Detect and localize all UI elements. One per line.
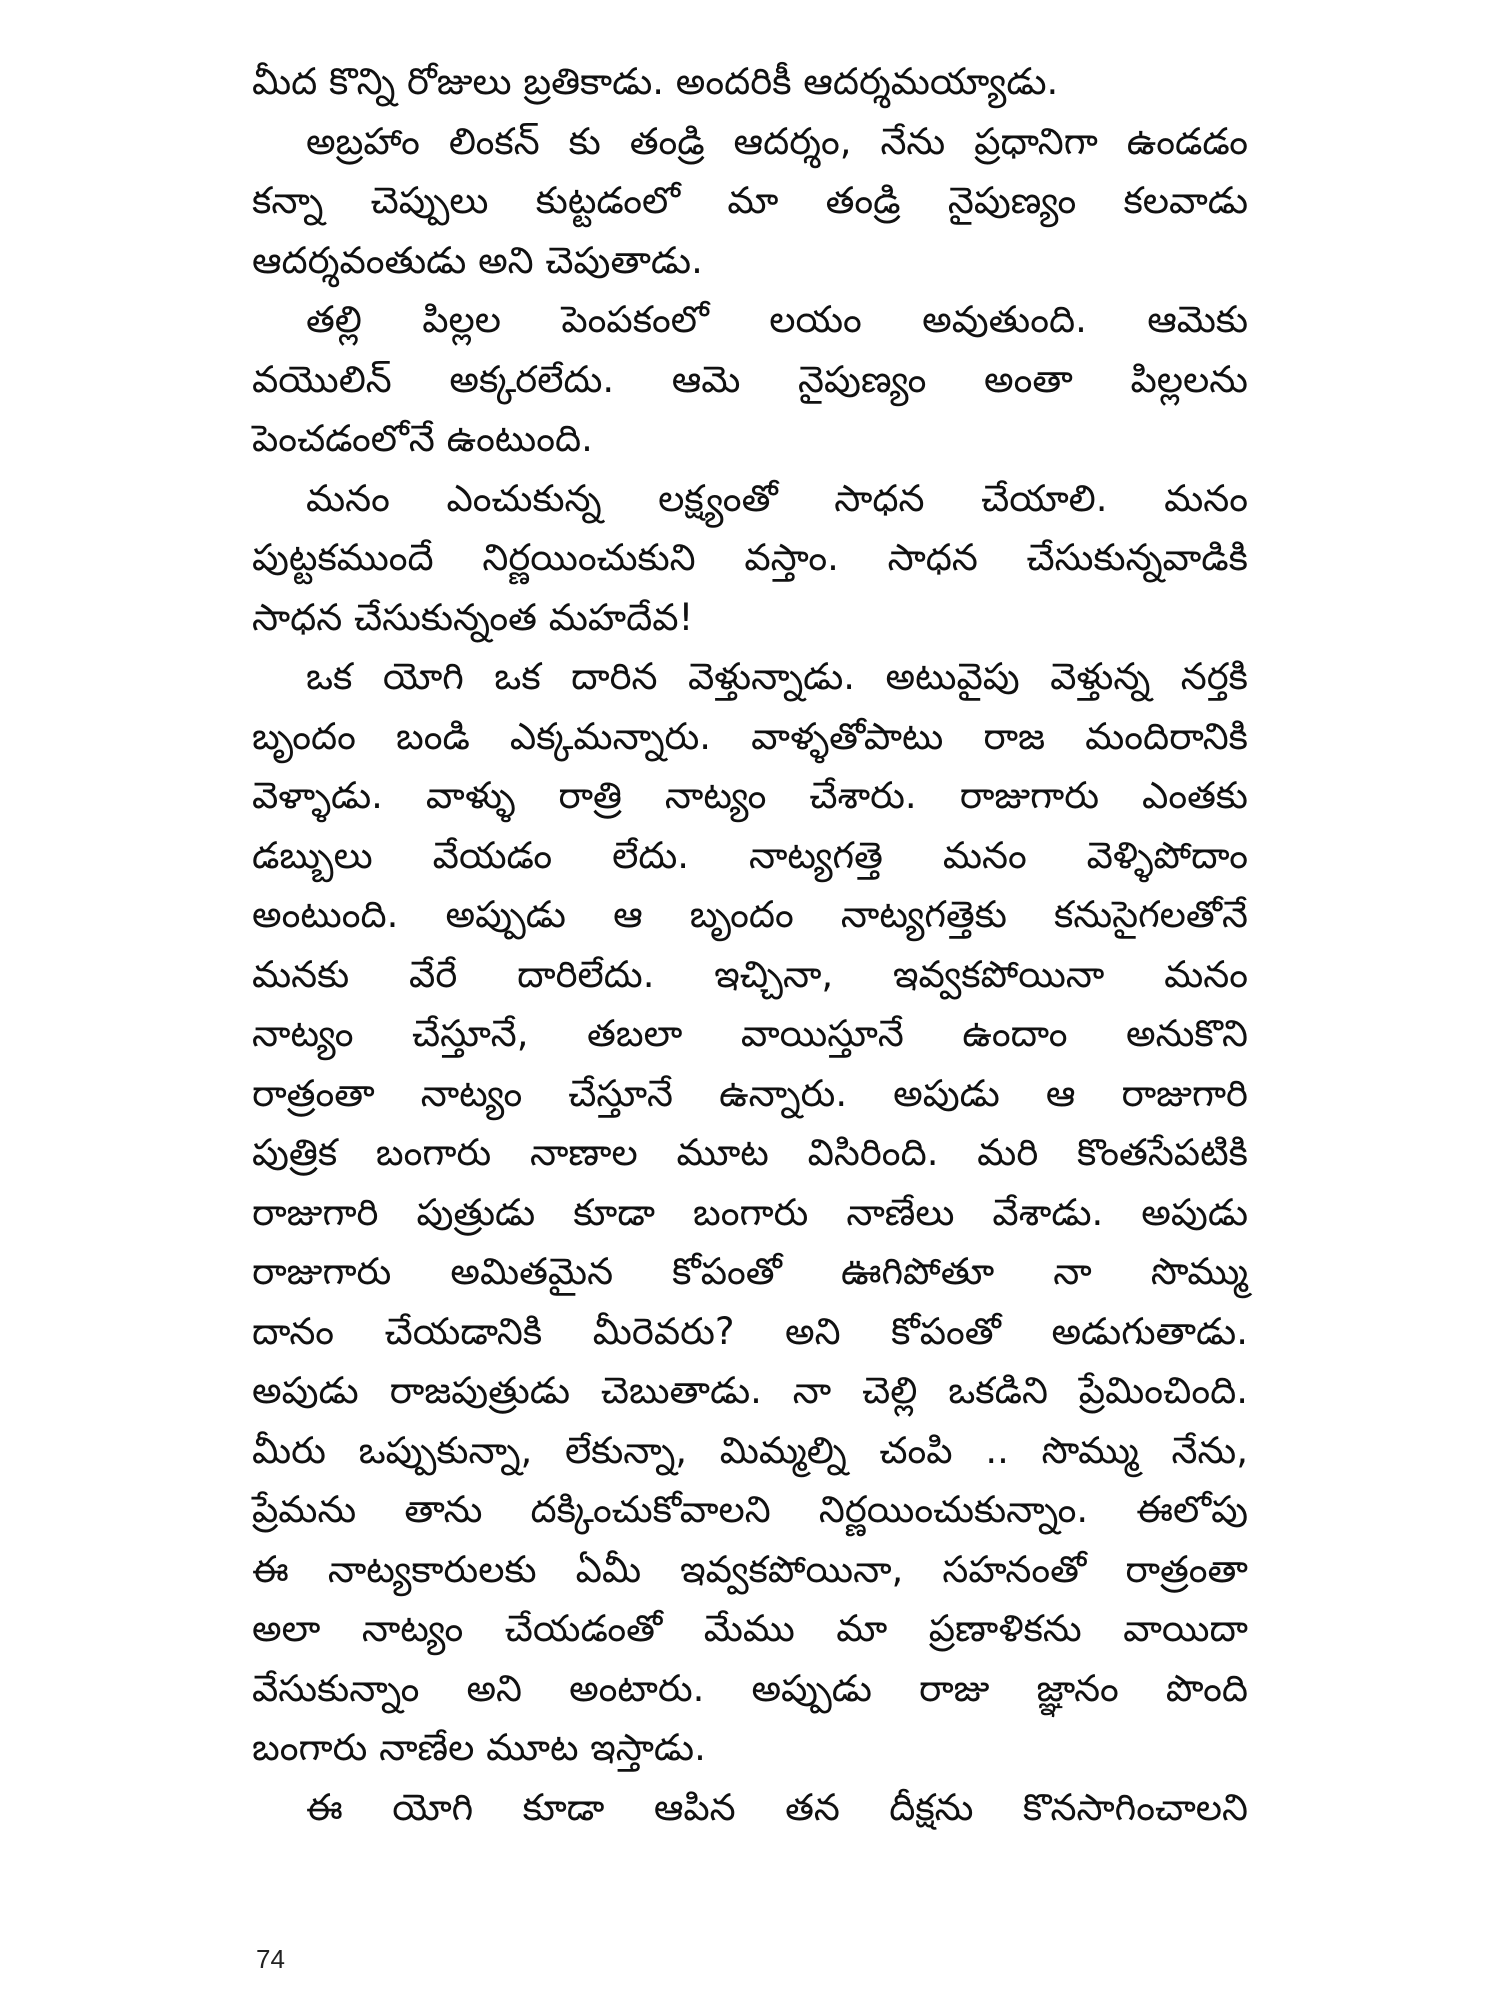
text-line: ఆదర్శవంతుడు అని చెపుతాడు. xyxy=(252,238,703,282)
text-line: ఈ నాట్యకారులకు ఏమీ ఇవ్వకపోయినా, సహనంతో రాత్రంతా xyxy=(252,1547,1248,1591)
text-line: రాత్రంతా నాట్యం చేస్తూనే ఉన్నారు. అపుడు ఆ రాజుగారి xyxy=(252,1071,1248,1115)
text-body xyxy=(252,52,1248,1837)
text-line: నాట్యం చేస్తూనే, తబలా వాయిస్తూనే ఉందాం అనుకొని xyxy=(252,1012,1248,1055)
text-line: ఒక యోగి ఒక దారిన వెళ్తున్నాడు. అటువైపు వెళ్తున్న నర్తకి xyxy=(306,655,1248,698)
text-line: అపుడు రాజపుత్రుడు చెబుతాడు. నా చెల్లి ఒకడిని ప్రేమించింది. xyxy=(252,1369,1248,1412)
text-line: కన్నా చెప్పులు కుట్టడంలో మా తండ్రి నైపుణ్యం కలవాడు xyxy=(252,179,1248,222)
text-line: మనం ఎంచుకున్న లక్ష్యంతో సాధన చేయాలి. మనం xyxy=(306,476,1248,520)
text-line: మనకు వేరే దారిలేదు. ఇచ్చినా, ఇవ్వకపోయినా మనం xyxy=(252,952,1248,996)
text-line: బృందం బండి ఎక్కమన్నారు. వాళ్ళతోపాటు రాజ మందిరానికి xyxy=(252,714,1248,758)
text-line: తల్లి పిల్లల పెంపకంలో లయం అవుతుంది. ఆమెకు xyxy=(306,298,1248,341)
text-line: రాజుగారి పుత్రుడు కూడా బంగారు నాణేలు వేశాడు. అపుడు xyxy=(252,1190,1248,1234)
text-line: వేసుకున్నాం అని అంటారు. అప్పుడు రాజు జ్ఞానం పొంది xyxy=(252,1666,1248,1710)
text-line: వయొలిన్ అక్కరలేదు. ఆమె నైపుణ్యం అంతా పిల్లలను xyxy=(252,357,1248,401)
text-line: బంగారు నాణేల మూట ఇస్తాడు. xyxy=(252,1726,706,1769)
text-line: సాధన చేసుకున్నంత మహదేవ! xyxy=(252,595,694,639)
text-line: వెళ్ళాడు. వాళ్ళు రాత్రి నాట్యం చేశారు. రాజుగారు ఎంతకు xyxy=(252,774,1248,817)
text-line: డబ్బులు వేయడం లేదు. నాట్యగత్తె మనం వెళ్ళిపోదాం xyxy=(252,833,1248,877)
text-line: పుట్టకముందే నిర్ణయించుకుని వస్తాం. సాధన చేసుకున్నవాడికి xyxy=(252,536,1248,579)
text-line: ప్రేమను తాను దక్కించుకోవాలని నిర్ణయించుకున్నాం. ఈలోపు xyxy=(252,1488,1248,1531)
page-number: 74 xyxy=(256,1944,285,1974)
text-line: ఈ యోగి కూడా ఆపిన తన దీక్షను కొనసాగించాలని xyxy=(306,1785,1248,1829)
text-line: పెంచడంలోనే ఉంటుంది. xyxy=(252,417,593,460)
text-line: మీరు ఒప్పుకున్నా, లేకున్నా, మిమ్మల్ని చంపి .. సొమ్ము నేను, xyxy=(252,1428,1248,1472)
text-line: రాజుగారు అమితమైన కోపంతో ఊగిపోతూ నా సొమ్ము xyxy=(252,1250,1248,1293)
text-line: అంటుంది. అప్పుడు ఆ బృందం నాట్యగత్తెకు కనుసైగలతోనే xyxy=(252,893,1248,936)
text-line: అబ్రహాం లింకన్ కు తండ్రి ఆదర్శం, నేను ప్రధానిగా ఉండడం xyxy=(306,119,1248,163)
text-line: మీద కొన్ని రోజులు బ్రతికాడు. అందరికీ ఆదర్శమయ్యాడు. xyxy=(252,60,1059,103)
text-line: పుత్రిక బంగారు నాణాల మూట విసిరింది. మరి కొంతసేపటికి xyxy=(252,1131,1248,1174)
text-line: అలా నాట్యం చేయడంతో మేము మా ప్రణాళికను వాయిదా xyxy=(252,1607,1248,1650)
text-line: దానం చేయడానికి మీరెవరు? అని కోపంతో అడుగుతాడు. xyxy=(252,1309,1248,1353)
